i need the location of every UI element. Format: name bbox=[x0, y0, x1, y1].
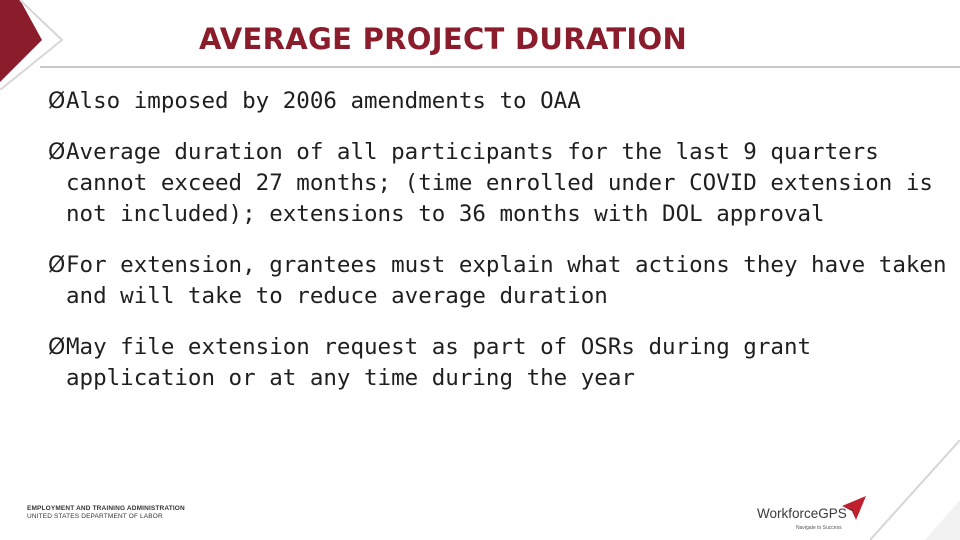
bullet-item bbox=[48, 250, 948, 312]
bullet-item bbox=[48, 137, 948, 230]
slide-title: AVERAGE PROJECT DURATION bbox=[199, 22, 688, 56]
arrow-bullet-icon: Ø bbox=[48, 89, 66, 114]
logo-wordmark: WorkforceGPS bbox=[757, 506, 847, 521]
corner-decoration-bottom-right bbox=[870, 440, 960, 540]
bullet-list bbox=[48, 86, 948, 414]
corner-decoration-top-left bbox=[0, 0, 70, 90]
logo-tagline: Navigate to Success bbox=[796, 525, 842, 531]
bullet-text: For extension, grantees must explain what actions they have taken and will take to reduce average duration bbox=[66, 252, 947, 309]
department-name: UNITED STATES DEPARTMENT OF LABOR bbox=[27, 513, 163, 520]
bullet-item bbox=[48, 86, 948, 117]
compass-arrow-icon bbox=[840, 494, 868, 522]
agency-footer bbox=[27, 505, 185, 521]
arrow-bullet-icon: Ø bbox=[48, 253, 66, 278]
arrow-bullet-icon: Ø bbox=[48, 335, 66, 360]
arrow-bullet-icon: Ø bbox=[48, 140, 66, 165]
bullet-text: Also imposed by 2006 amendments to OAA bbox=[66, 88, 581, 114]
bullet-text: May file extension request as part of OSRs during grant application or at any time during the year bbox=[66, 334, 812, 391]
bullet-text: Average duration of all participants for the last 9 quarters cannot exceed 27 months; (time enrolled under COVID extension is not included); extensions to 36 months with DOL approval bbox=[66, 139, 933, 227]
title-divider bbox=[40, 66, 960, 68]
agency-name: EMPLOYMENT AND TRAINING ADMINISTRATION bbox=[27, 505, 185, 512]
bullet-item bbox=[48, 332, 948, 394]
workforcegps-logo bbox=[757, 494, 877, 534]
